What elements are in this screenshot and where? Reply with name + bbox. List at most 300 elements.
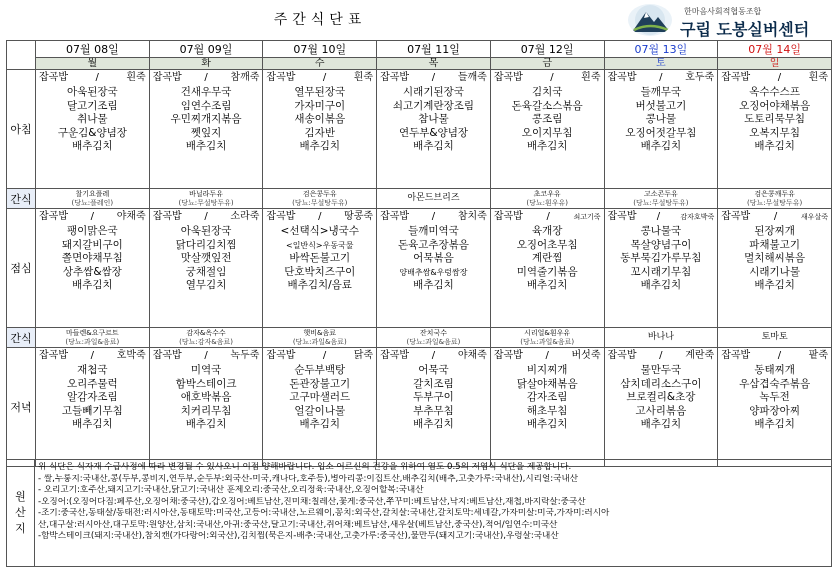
slash-separator: /: [318, 211, 322, 222]
snack-label: 간식: [7, 189, 36, 209]
rice-label: 잡곡밥: [493, 350, 523, 361]
slash-separator: /: [204, 211, 208, 222]
dish-list: [718, 224, 831, 293]
rice-label: 잡곡밥: [493, 211, 523, 222]
rice-label: 잡곡밥: [266, 211, 296, 222]
dish-item: 감자조림: [526, 391, 568, 403]
rice-label: 잡곡밥: [152, 211, 182, 222]
slash-separator: /: [659, 72, 663, 83]
date-cell: 07월 09일: [149, 41, 263, 58]
porridge-header: [263, 70, 376, 85]
rice-label: 잡곡밥: [152, 350, 182, 361]
dish-item: 아욱된장국: [180, 225, 232, 237]
porridge-header: [263, 209, 376, 224]
slash-separator: /: [322, 350, 327, 361]
logo-center-name: 구립 도봉실버센터: [680, 20, 810, 39]
date-cell: 07월 10일: [263, 41, 377, 58]
porridge-header: [36, 70, 149, 85]
day-cell: 수: [263, 58, 377, 70]
dish-item: 고구마샐러드: [289, 391, 351, 403]
dish-item: 멸치해씨볶음: [744, 252, 806, 264]
dish-item: 바싹돈불고기: [289, 252, 351, 264]
snack-label: 간식: [7, 328, 36, 348]
dish-item: 닭다리김치찜: [175, 238, 237, 251]
dish-item: 도토리묵무침: [744, 113, 806, 125]
day-cell: 목: [377, 58, 491, 70]
dish-list: [263, 224, 376, 293]
lunch-cell: [604, 209, 718, 328]
dish-item: 궁채절임: [185, 265, 227, 278]
rice-label: 잡곡밥: [380, 211, 410, 222]
dish-item: 닭살야채볶음: [516, 377, 578, 390]
porridge-header: [491, 209, 604, 224]
dish-list: [491, 363, 604, 432]
dish-list: [36, 224, 149, 293]
snack-name: 잔치국수: [419, 328, 447, 337]
dish-item: 배추김치: [640, 418, 682, 430]
dinner-cell: [718, 348, 832, 467]
day-cell-saturday: 토: [604, 58, 718, 70]
dish-list: [605, 85, 718, 154]
slash-separator: /: [545, 350, 549, 361]
dish-item: 배추김치: [413, 279, 454, 291]
dish-item: 들깨미역국: [408, 225, 459, 237]
dish-item: 구운김&양념장: [57, 126, 127, 139]
dish-item: 배추김치: [185, 140, 227, 152]
snack-diabetic-note: (당뇨:무설탕두유): [747, 198, 803, 207]
dish-list: [263, 85, 376, 154]
lunch-label: 점심: [7, 209, 36, 328]
rice-label: 잡곡밥: [607, 350, 637, 361]
porridge-header: [377, 348, 490, 363]
porridge-label: 흰죽: [808, 72, 828, 83]
date-cell: 07월 12일: [490, 41, 604, 58]
dish-item: 치커리무침: [180, 404, 232, 417]
rice-label: 잡곡밥: [493, 72, 523, 83]
notes-line: -조기:중국산,동태살/동태전:러시아산,동태토막:미국산,고등어:국내산,노르웨이,꽁치:외국산,갈치살:국내산,갈치토막:세네갈,가자미살:미국,가자미:러시아: [38, 508, 610, 518]
porridge-header: [491, 70, 604, 85]
dish-item: 배추김치: [72, 279, 113, 291]
slash-separator: /: [777, 350, 782, 361]
snack-name: 바나나: [647, 332, 674, 342]
slash-separator: /: [656, 211, 661, 222]
date-row: [7, 41, 832, 58]
dish-item: 콩나물국: [640, 225, 682, 237]
dish-item: 해초무침: [526, 404, 568, 417]
lunch-cell: [490, 209, 604, 328]
origin-label-char: 산: [15, 506, 26, 519]
porridge-label: 흰죽: [581, 72, 601, 83]
dish-item: 시래기된장국: [403, 86, 464, 98]
rice-label: 잡곡밥: [39, 350, 68, 361]
porridge-header: [718, 348, 831, 363]
breakfast-cell: [377, 70, 491, 189]
slash-separator: /: [777, 72, 782, 83]
slash-separator: /: [95, 72, 99, 83]
dish-item: 열무된장국: [294, 86, 346, 98]
porridge-header: [150, 209, 263, 224]
snack-diabetic-note: (당뇨:흰우유): [526, 198, 568, 207]
breakfast-cell: [263, 70, 377, 189]
snack-cell: [490, 328, 604, 348]
porridge-header: [491, 348, 604, 363]
dish-item: 우삼겹숙주볶음: [739, 377, 811, 390]
dish-item: 배추김치: [526, 140, 568, 152]
dish-list: [150, 85, 263, 154]
snack-cell: [149, 328, 263, 348]
dish-item: 동태찌개: [754, 364, 795, 376]
porridge-header: [150, 348, 263, 363]
dish-list: [150, 363, 263, 432]
dish-item: 배추김치: [754, 279, 795, 291]
rice-label: 잡곡밥: [607, 72, 637, 83]
snack-cell: [149, 189, 263, 209]
weekly-menu-table: [6, 40, 832, 467]
porridge-label: 흰죽: [126, 72, 146, 83]
dish-item: 임연수조림: [180, 99, 232, 112]
origin-label-char: 원: [15, 490, 26, 503]
dish-item: 배추김치: [72, 140, 113, 152]
slash-separator: /: [431, 72, 436, 83]
dish-item: 배추김치: [299, 140, 341, 152]
dish-item: 배추김치: [526, 418, 568, 430]
origin-label-char: 지: [15, 522, 26, 535]
dish-item: 부추무침: [413, 404, 454, 417]
dish-item: 쇠고기계란장조림: [392, 99, 475, 112]
dinner-row: [7, 348, 832, 467]
dish-item: 참나물: [418, 113, 449, 125]
dish-item: 취나물: [77, 113, 108, 125]
dish-item: 미역국: [190, 364, 222, 376]
day-cell: 화: [149, 58, 263, 70]
dish-item: 단호박치즈구이: [284, 265, 356, 278]
dish-item: 콩나물: [645, 113, 677, 125]
slash-separator: /: [90, 350, 95, 361]
breakfast-cell: [604, 70, 718, 189]
snack-cell: [604, 189, 718, 209]
slash-separator: /: [322, 72, 327, 83]
snack-name: 감자&옥수수: [186, 328, 226, 337]
porridge-label: 팥죽: [808, 350, 828, 361]
dish-item: 우민찌개지볶음: [170, 113, 242, 125]
dish-list: [491, 85, 604, 154]
dish-item: 배추김치: [72, 418, 113, 430]
slash-separator: /: [204, 350, 208, 361]
porridge-label: 감자호박죽: [680, 213, 715, 221]
breakfast-cell: [149, 70, 263, 189]
notes-line: -함박스테이크(돼지:국내산),참치캔(가다랑어:외국산),김치찜(묵은지-배추:국내산,고춧가루:중국산),물만두(돼지고기:국내산),우렁살:국내산: [38, 531, 559, 541]
slash-separator: /: [773, 211, 778, 222]
dish-item: 새송이볶음: [294, 113, 346, 125]
dish-item: 들깨무국: [640, 86, 682, 98]
dish-item: 파채불고기: [749, 238, 800, 251]
snack-name: 찰기요플레: [75, 189, 110, 198]
porridge-header: [36, 348, 149, 363]
breakfast-cell: [36, 70, 150, 189]
dinner-label: 저녁: [7, 348, 36, 467]
dish-list: [36, 363, 149, 432]
dish-item: 비지찌개: [526, 364, 568, 376]
lunch-cell: [263, 209, 377, 328]
rice-label: 잡곡밥: [39, 211, 68, 222]
date-cell-saturday: 07월 13일: [604, 41, 718, 58]
snack-name: 검은콩두유: [302, 189, 337, 198]
dish-item: 배추김치: [754, 418, 795, 430]
lunch-cell: [718, 209, 832, 328]
dish-item: 상추쌈&쌈장: [62, 265, 122, 278]
dish-item: 배추김치: [640, 279, 682, 291]
porridge-label: 흰죽: [353, 72, 374, 83]
porridge-header: [718, 70, 831, 85]
dish-item: 물만두국: [640, 364, 682, 376]
notes-line: 산,대구살:러시아산,대구토막:원양산,삼치:국내산,아귀:중국산,달고기:국내산,쥐어채:베트남산,새우살(베트남산,중국산),적어/임연수:미국산: [38, 519, 558, 530]
dish-list: [150, 224, 263, 293]
dish-item: 두부구이: [413, 391, 454, 403]
logo-org-name: 한마음사회적협동조합: [684, 7, 762, 16]
dish-item: 아욱된장국: [66, 86, 118, 98]
mountain-logo-icon: [628, 4, 672, 36]
snack-name: 검은콩깨두유: [754, 189, 795, 198]
lunch-row: [7, 209, 832, 328]
snack-diabetic-note: (당뇨:과일&음료): [520, 337, 575, 346]
snack-name: 아몬드브리즈: [407, 193, 460, 203]
origin-notes-body: [38, 462, 830, 543]
rice-label: 잡곡밥: [266, 72, 296, 83]
dish-item: 열무김치: [185, 279, 227, 291]
day-cell: 월: [36, 58, 150, 70]
dish-item: 배추김치: [413, 418, 454, 430]
date-cell-sunday: 07월 14일: [718, 41, 832, 58]
day-cell-sunday: 일: [718, 58, 832, 70]
day-row: [7, 58, 832, 70]
porridge-header: [377, 70, 490, 85]
dish-list: [263, 363, 376, 432]
porridge-label: 녹두죽: [230, 350, 260, 361]
slash-separator: /: [204, 72, 208, 83]
dish-list: [377, 363, 490, 432]
dish-item: 쫄면야채무침: [61, 252, 123, 264]
slash-separator: /: [550, 72, 554, 83]
dish-item: 오리주물럭: [66, 377, 118, 390]
snack-name: 마들렌&요구르트: [65, 328, 119, 337]
dish-item: 순두부백탕: [294, 364, 346, 376]
dish-item: 목살양념구이: [630, 238, 692, 251]
rice-label: 잡곡밥: [721, 72, 751, 83]
dish-item: 오이지무침: [521, 126, 573, 139]
dish-item: 콩조림: [531, 113, 563, 125]
slash-separator: /: [431, 350, 436, 361]
dinner-cell: [36, 348, 150, 467]
porridge-label: 참치죽: [457, 211, 487, 222]
rice-label: 잡곡밥: [266, 350, 296, 361]
porridge-label: 쇠고기죽: [573, 213, 601, 221]
dish-item: 옥수수스프: [749, 86, 800, 98]
dish-item: 김치국: [531, 86, 563, 98]
snack-diabetic-note: (당뇨:과일&음료): [65, 337, 120, 346]
rice-label: 잡곡밥: [607, 211, 637, 222]
dish-item: 오징어젓갈무침: [625, 126, 697, 139]
dish-list: [718, 363, 831, 432]
dish-item: 배추김치: [185, 418, 227, 430]
porridge-label: 참깨죽: [230, 72, 260, 83]
dish-item: 녹두전: [759, 391, 790, 403]
slash-separator: /: [431, 211, 436, 222]
dish-item: 동부묵김가루무침: [620, 252, 702, 264]
snack-cell: [718, 328, 832, 348]
center-logo: [628, 4, 833, 38]
dish-item: 재첩국: [77, 364, 108, 376]
porridge-label: 닭죽: [353, 350, 374, 361]
dish-list: [377, 224, 490, 293]
snack-cell: [36, 189, 150, 209]
snack-cell: [490, 189, 604, 209]
porridge-header: [36, 209, 149, 224]
dish-item: 배추김치: [413, 140, 454, 152]
rice-label: 잡곡밥: [721, 211, 751, 222]
dish-item: 배추김치: [640, 140, 682, 152]
rice-label: 잡곡밥: [152, 72, 182, 83]
porridge-header: [605, 209, 718, 224]
lunch-cell: [36, 209, 150, 328]
dish-item: 맛살깻잎전: [180, 252, 232, 264]
porridge-header: [605, 348, 718, 363]
notes-line: - 오리고기:호주산,돼지고기:국내산,닭고기:국내산 훈제오리:중국산,오리정육:국내산,오징어할복:국내산: [38, 485, 424, 495]
snack-name: 시리얼&흰우유: [524, 328, 571, 337]
snack-cell: [263, 328, 377, 348]
dish-item: 함박스테이크: [175, 377, 237, 390]
dinner-cell: [377, 348, 491, 467]
snack-name: 햇비&음료: [303, 328, 337, 337]
rice-label: 잡곡밥: [721, 350, 751, 361]
dish-item: 오복지무침: [749, 126, 800, 139]
snack-cell: [377, 189, 491, 209]
dish-item: 고사리볶음: [635, 404, 687, 417]
dish-item: 팽이맑은국: [66, 225, 118, 237]
breakfast-cell: [490, 70, 604, 189]
dinner-cell: [263, 348, 377, 467]
dish-item: 어묵볶음: [413, 252, 454, 264]
dish-item: 알감자조림: [66, 391, 118, 403]
snack-cell: [377, 328, 491, 348]
dish-item: 꼬시래기무침: [630, 265, 692, 278]
snack-cell: [36, 328, 150, 348]
porridge-label: 소라죽: [230, 211, 260, 222]
dish-item: 연두부&양념장: [398, 126, 468, 139]
dish-item: 배추김치/음료: [287, 279, 352, 291]
dish-item: 돈육갈소스볶음: [511, 99, 583, 112]
dish-item: 애호박볶음: [180, 391, 232, 403]
snack-name: 초코우유: [533, 189, 561, 198]
porridge-label: 버섯죽: [571, 350, 601, 361]
porridge-label: 새우살죽: [800, 213, 828, 221]
snack-name: 바닐라두유: [189, 189, 223, 198]
dinner-cell: [490, 348, 604, 467]
porridge-header: [377, 209, 490, 224]
dish-item: 삼치데리소스구이: [620, 377, 702, 390]
snack-name: 고소콘두유: [643, 189, 678, 198]
snack-cell: [718, 189, 832, 209]
dish-list: [36, 85, 149, 154]
dish-item: 시래기나물: [749, 265, 800, 278]
page-title: 주간식단표: [273, 12, 367, 28]
dish-item: 양파장아찌: [749, 404, 800, 417]
dish-item: 달고기조림: [66, 99, 118, 112]
dish-item: 된장찌개: [754, 225, 795, 237]
dish-item: 배추김치: [526, 279, 568, 291]
snack-cell: [263, 189, 377, 209]
porridge-header: [150, 70, 263, 85]
snack-diabetic-note: (당뇨:감자&음료): [179, 337, 233, 346]
snack-diabetic-note: (당뇨:무설탕두유): [633, 198, 689, 207]
dinner-cell: [604, 348, 718, 467]
dish-item: 돈육고추장볶음: [397, 238, 469, 251]
slash-separator: /: [546, 211, 550, 222]
dish-item: 육개장: [531, 225, 563, 237]
origin-label: [7, 460, 35, 566]
snack-name: 토마토: [761, 332, 788, 342]
lunch-cell: [149, 209, 263, 328]
porridge-header: [605, 70, 718, 85]
dish-list: [491, 224, 604, 293]
dish-item: 돈관장불고기: [289, 377, 351, 390]
snack-diabetic-note: (당뇨:과일&음료): [406, 337, 461, 346]
dish-list: [377, 85, 490, 154]
snack-diabetic-note: (당뇨:플레인): [71, 198, 114, 207]
corner-cell: [7, 41, 36, 70]
dish-item: 미역줄기볶음: [516, 265, 578, 278]
dish-list: [605, 224, 718, 293]
rice-label: 잡곡밥: [380, 72, 410, 83]
date-cell: 07월 11일: [377, 41, 491, 58]
porridge-header: [718, 209, 831, 224]
dish-item: 배추김치: [754, 140, 795, 152]
breakfast-row: [7, 70, 832, 189]
dish-item: <일반식>우동국물: [286, 240, 354, 250]
notes-line: - 쌀,누룽지:국내산,콩(두부,콩비지,연두부,순두부:외국산-미국,캐나다,호주등),병아리콩:이집트산,배추김치(배추,고춧가루:국내산),시리얼:국내산: [38, 473, 579, 484]
porridge-label: 호두죽: [685, 72, 715, 83]
snack-diabetic-note: (당뇨:무설탕두유): [292, 198, 348, 207]
dish-item: 김자반: [304, 126, 335, 139]
morning-snack-row: [7, 189, 832, 209]
porridge-label: 야채죽: [116, 211, 146, 222]
porridge-label: 계란죽: [685, 350, 715, 361]
dish-item: 브로컬리&초장: [626, 391, 696, 403]
dish-item: 버섯불고기: [635, 99, 687, 112]
breakfast-cell: [718, 70, 832, 189]
dish-item: <선택식>냉국수: [280, 225, 359, 237]
snack-cell: [604, 328, 718, 348]
dish-item: 얼갈이나물: [294, 404, 346, 417]
dish-item: 배추김치: [299, 418, 341, 430]
dish-item: 양배추쌈&우렁쌈장: [399, 267, 468, 277]
day-cell: 금: [490, 58, 604, 70]
porridge-header: [263, 348, 376, 363]
dinner-cell: [149, 348, 263, 467]
dish-item: 어묵국: [418, 364, 449, 376]
lunch-cell: [377, 209, 491, 328]
afternoon-snack-row: [7, 328, 832, 348]
rice-label: 잡곡밥: [380, 350, 410, 361]
dish-list: [718, 85, 831, 154]
porridge-label: 들깨죽: [457, 72, 487, 83]
dish-item: 돼지갈비구이: [61, 238, 123, 251]
dish-item: 계란찜: [531, 252, 563, 264]
dish-item: 가자미구이: [294, 99, 346, 112]
rice-label: 잡곡밥: [39, 72, 68, 83]
notes-line: 위 식단은 식자재 수급사정에 따라 변경될 수 있사오니 이점 양해바랍니다. 입소 어르신의 건강을 위하여 염도 0.5의 저염식 식단을 제공합니다.: [38, 462, 572, 472]
porridge-label: 호박죽: [116, 350, 146, 361]
dish-item: 오징어야채볶음: [739, 99, 811, 112]
